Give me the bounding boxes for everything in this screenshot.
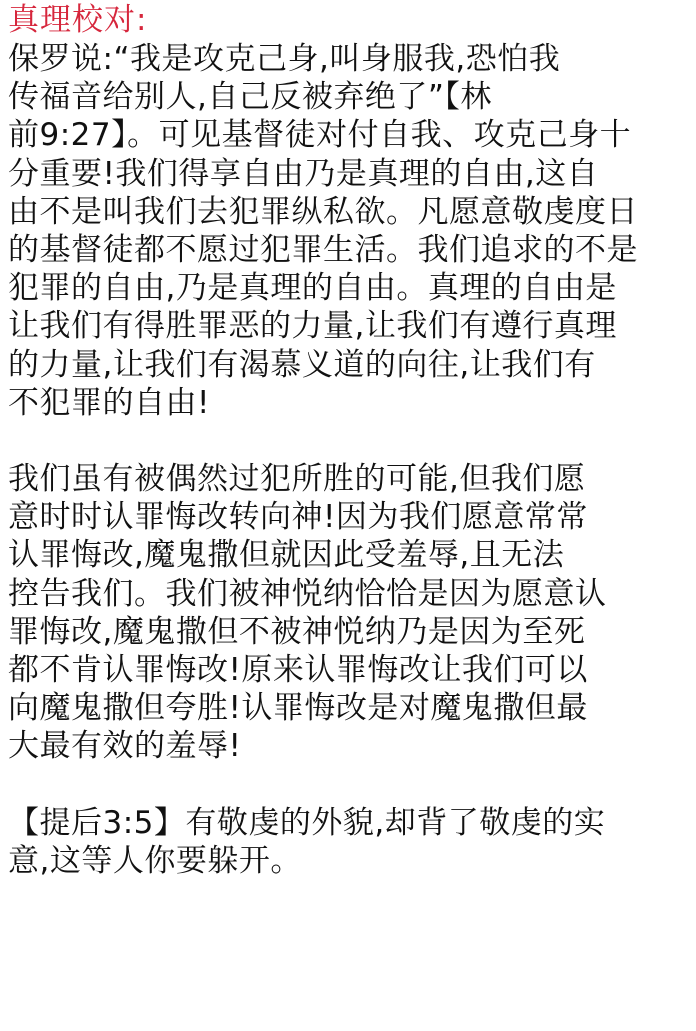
paragraph-3 bbox=[8, 804, 690, 880]
paragraph-2 bbox=[8, 460, 690, 766]
text-line: 向魔鬼撒但夸胜!认罪悔改是对魔鬼撒但最 bbox=[8, 690, 588, 727]
paragraph-spacer bbox=[8, 766, 690, 804]
text-line: 罪悔改,魔鬼撒但不被神悦纳乃是因为至死 bbox=[8, 613, 586, 650]
text-line: 大最有效的羞辱! bbox=[8, 728, 242, 765]
text-line: 分重要!我们得享自由乃是真理的自由,这自 bbox=[8, 155, 599, 192]
text-line: 认罪悔改,魔鬼撒但就因此受羞辱,且无法 bbox=[8, 537, 565, 574]
text-line: 控告我们。我们被神悦纳恰恰是因为愿意认 bbox=[8, 575, 607, 612]
text-line: 意时时认罪悔改转向神!因为我们愿意常常 bbox=[8, 499, 588, 536]
text-line: 的力量,让我们有渴慕义道的向往,让我们有 bbox=[8, 346, 596, 383]
text-line: 的基督徒都不愿过犯罪生活。我们追求的不是 bbox=[8, 232, 638, 269]
text-line: 让我们有得胜罪恶的力量,让我们有遵行真理 bbox=[8, 308, 617, 345]
paragraph-spacer bbox=[8, 422, 690, 460]
text-line: 犯罪的自由,乃是真理的自由。真理的自由是 bbox=[8, 270, 617, 307]
text-line: 都不肯认罪悔改!原来认罪悔改让我们可以 bbox=[8, 652, 588, 689]
text-line: 意,这等人你要躲开。 bbox=[8, 842, 302, 879]
paragraph-1 bbox=[8, 40, 690, 422]
text-line: 前9:27】。可见基督徒对付自我、攻克己身十 bbox=[8, 117, 632, 154]
text-line: 保罗说:“我是攻克己身,叫身服我,恐怕我 bbox=[8, 41, 561, 77]
text-line: 由不是叫我们去犯罪纵私欲。凡愿意敬虔度日 bbox=[8, 193, 638, 230]
section-heading: 真理校对: bbox=[8, 2, 148, 38]
text-line: 不犯罪的自由! bbox=[8, 384, 210, 421]
text-line: 我们虽有被偶然过犯所胜的可能,但我们愿 bbox=[8, 461, 586, 498]
text-line: 【提后3:5】有敬虔的外貌,却背了敬虔的实 bbox=[8, 804, 606, 841]
text-line: 传福音给别人,自己反被弃绝了”【林 bbox=[8, 79, 492, 116]
